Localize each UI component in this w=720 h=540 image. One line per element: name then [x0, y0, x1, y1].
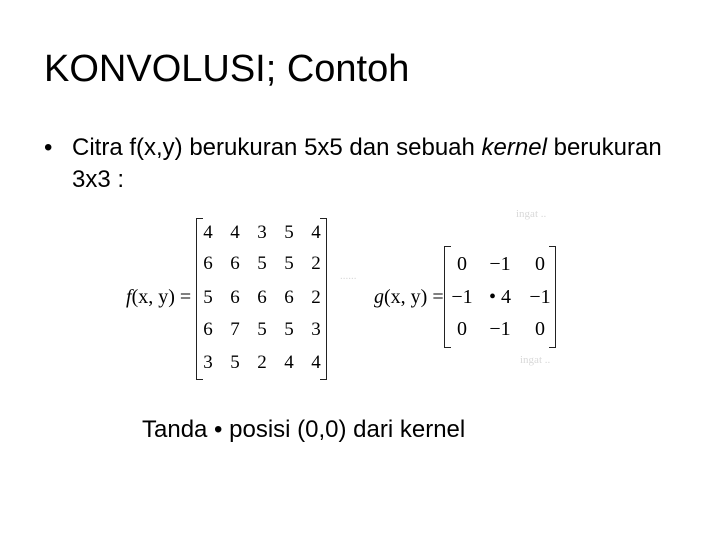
- matrix-cell: 5: [284, 319, 294, 340]
- matrix-cell: 6: [230, 253, 240, 274]
- matrix-cell: 6: [257, 287, 267, 308]
- g-kernel-label: [374, 286, 444, 309]
- matrix-cell: 4: [311, 352, 321, 373]
- matrix-cell: 5: [284, 253, 294, 274]
- slide-title: KONVOLUSI; Contoh: [44, 48, 410, 90]
- kernel-cell: 0: [457, 253, 467, 275]
- faded-artifact: ingat ..: [520, 354, 551, 366]
- matrix-cell: 3: [311, 319, 321, 340]
- matrix-cell: 5: [203, 287, 213, 308]
- matrix-cell: 6: [230, 287, 240, 308]
- matrix-cell: 5: [230, 352, 240, 373]
- faded-artifact: ingat ..: [516, 208, 547, 220]
- kernel-cell-origin: • 4: [488, 286, 511, 308]
- f-function-name: f: [126, 286, 132, 308]
- matrix-cell: 2: [311, 287, 321, 308]
- kernel-cell: −1: [489, 253, 511, 275]
- kernel-cell: −1: [489, 318, 511, 340]
- f-function-args: (x, y) =: [131, 286, 192, 308]
- bullet-text-end: berukuran 3x3 :: [72, 134, 662, 193]
- bullet-text-italic: kernel: [481, 134, 547, 161]
- matrix-cell: 5: [257, 253, 267, 274]
- kernel-origin-caption: Tanda • posisi (0,0) dari kernel: [142, 416, 466, 443]
- kernel-cell: 0: [457, 318, 467, 340]
- matrix-cell: 5: [284, 222, 294, 243]
- matrix-cell: 2: [311, 253, 321, 274]
- matrix-cell: 3: [203, 352, 213, 373]
- matrix-cell: 2: [257, 352, 267, 373]
- bullet-text: [72, 132, 682, 196]
- matrix-cell: 6: [203, 253, 213, 274]
- kernel-cell: −1: [529, 286, 551, 308]
- kernel-cell: 0: [535, 318, 545, 340]
- kernel-cell: −1: [451, 286, 473, 308]
- matrix-cell: 4: [311, 222, 321, 243]
- bullet-marker: •: [44, 134, 53, 161]
- kernel-cell: 0: [535, 253, 545, 275]
- matrix-cell: 5: [257, 319, 267, 340]
- matrix-cell: 6: [203, 319, 213, 340]
- matrix-cell: 4: [230, 222, 240, 243]
- g-function-name: g: [374, 286, 384, 308]
- matrix-cell: 4: [284, 352, 294, 373]
- faded-artifact: ......: [340, 270, 357, 282]
- g-function-args: (x, y) =: [384, 286, 444, 308]
- matrix-cell: 4: [203, 222, 213, 243]
- matrix-cell: 7: [230, 319, 240, 340]
- bullet-text-start: Citra f(x,y) berukuran 5x5 dan sebuah: [72, 134, 482, 161]
- matrix-cell: 3: [257, 222, 267, 243]
- matrix-cell: 6: [284, 287, 294, 308]
- f-matrix-label: [126, 286, 191, 309]
